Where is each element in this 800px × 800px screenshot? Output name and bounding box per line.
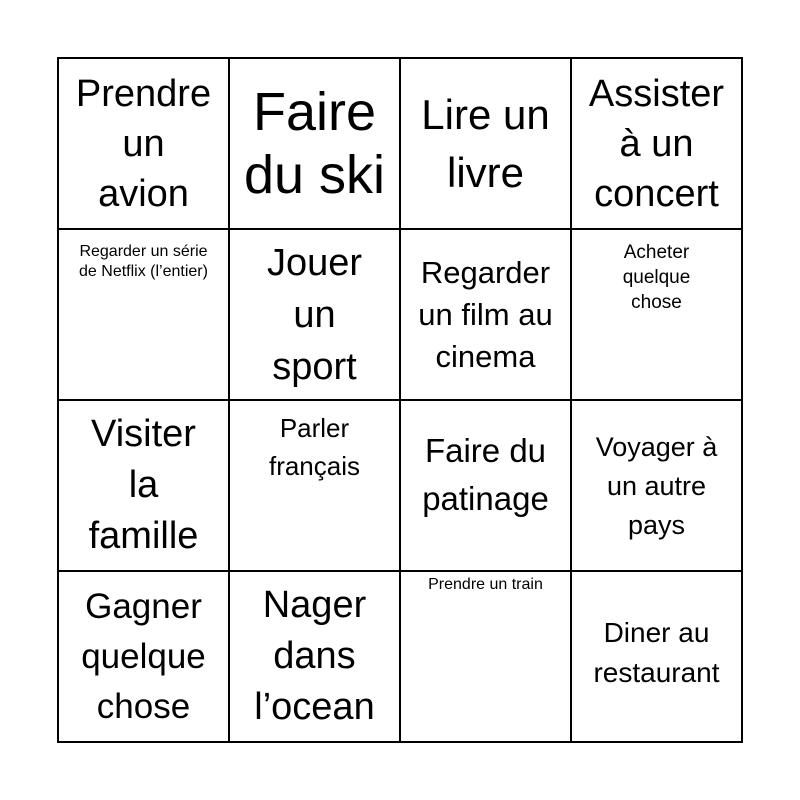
bingo-cell[interactable] [230,572,401,743]
bingo-cell[interactable] [230,59,401,230]
cell-label: Diner au restaurant [593,616,720,688]
cell-label: Regarder un film au cinema [418,254,553,374]
bingo-cell[interactable] [572,401,743,572]
bingo-cell[interactable] [572,230,743,401]
bingo-cell[interactable] [401,572,572,743]
bingo-cell[interactable] [401,59,572,230]
cell-label: Prendre un train [428,576,543,593]
bingo-cell[interactable] [401,230,572,401]
cell-label: Prendre un avion [75,72,212,215]
cell-label: Visiter la famille [88,413,199,557]
bingo-cell[interactable] [401,401,572,572]
cell-label: Voyager à un autre pays [595,432,718,540]
cell-label: Nager dans l’ocean [254,584,375,728]
bingo-board [57,57,743,743]
cell-label: Parler français [268,413,361,481]
cell-label: Faire du ski [243,81,386,205]
bingo-cell[interactable] [572,59,743,230]
cell-label: Faire du patinage [422,431,549,517]
cell-label: Gagner quelque chose [81,586,206,726]
bingo-cell[interactable] [572,572,743,743]
cell-label: Regarder un série de Netflix (l’entier) [79,243,208,280]
bingo-cell[interactable] [59,572,230,743]
cell-label: Jouer un sport [266,241,363,388]
cell-label: Acheter quelque chose [622,242,691,313]
bingo-cell[interactable] [230,230,401,401]
cell-label: Lire un livre [421,90,550,196]
bingo-cell[interactable] [59,401,230,572]
bingo-cell[interactable] [59,230,230,401]
bingo-cell[interactable] [59,59,230,230]
bingo-cell[interactable] [230,401,401,572]
cell-label: Assister à un concert [588,72,725,215]
